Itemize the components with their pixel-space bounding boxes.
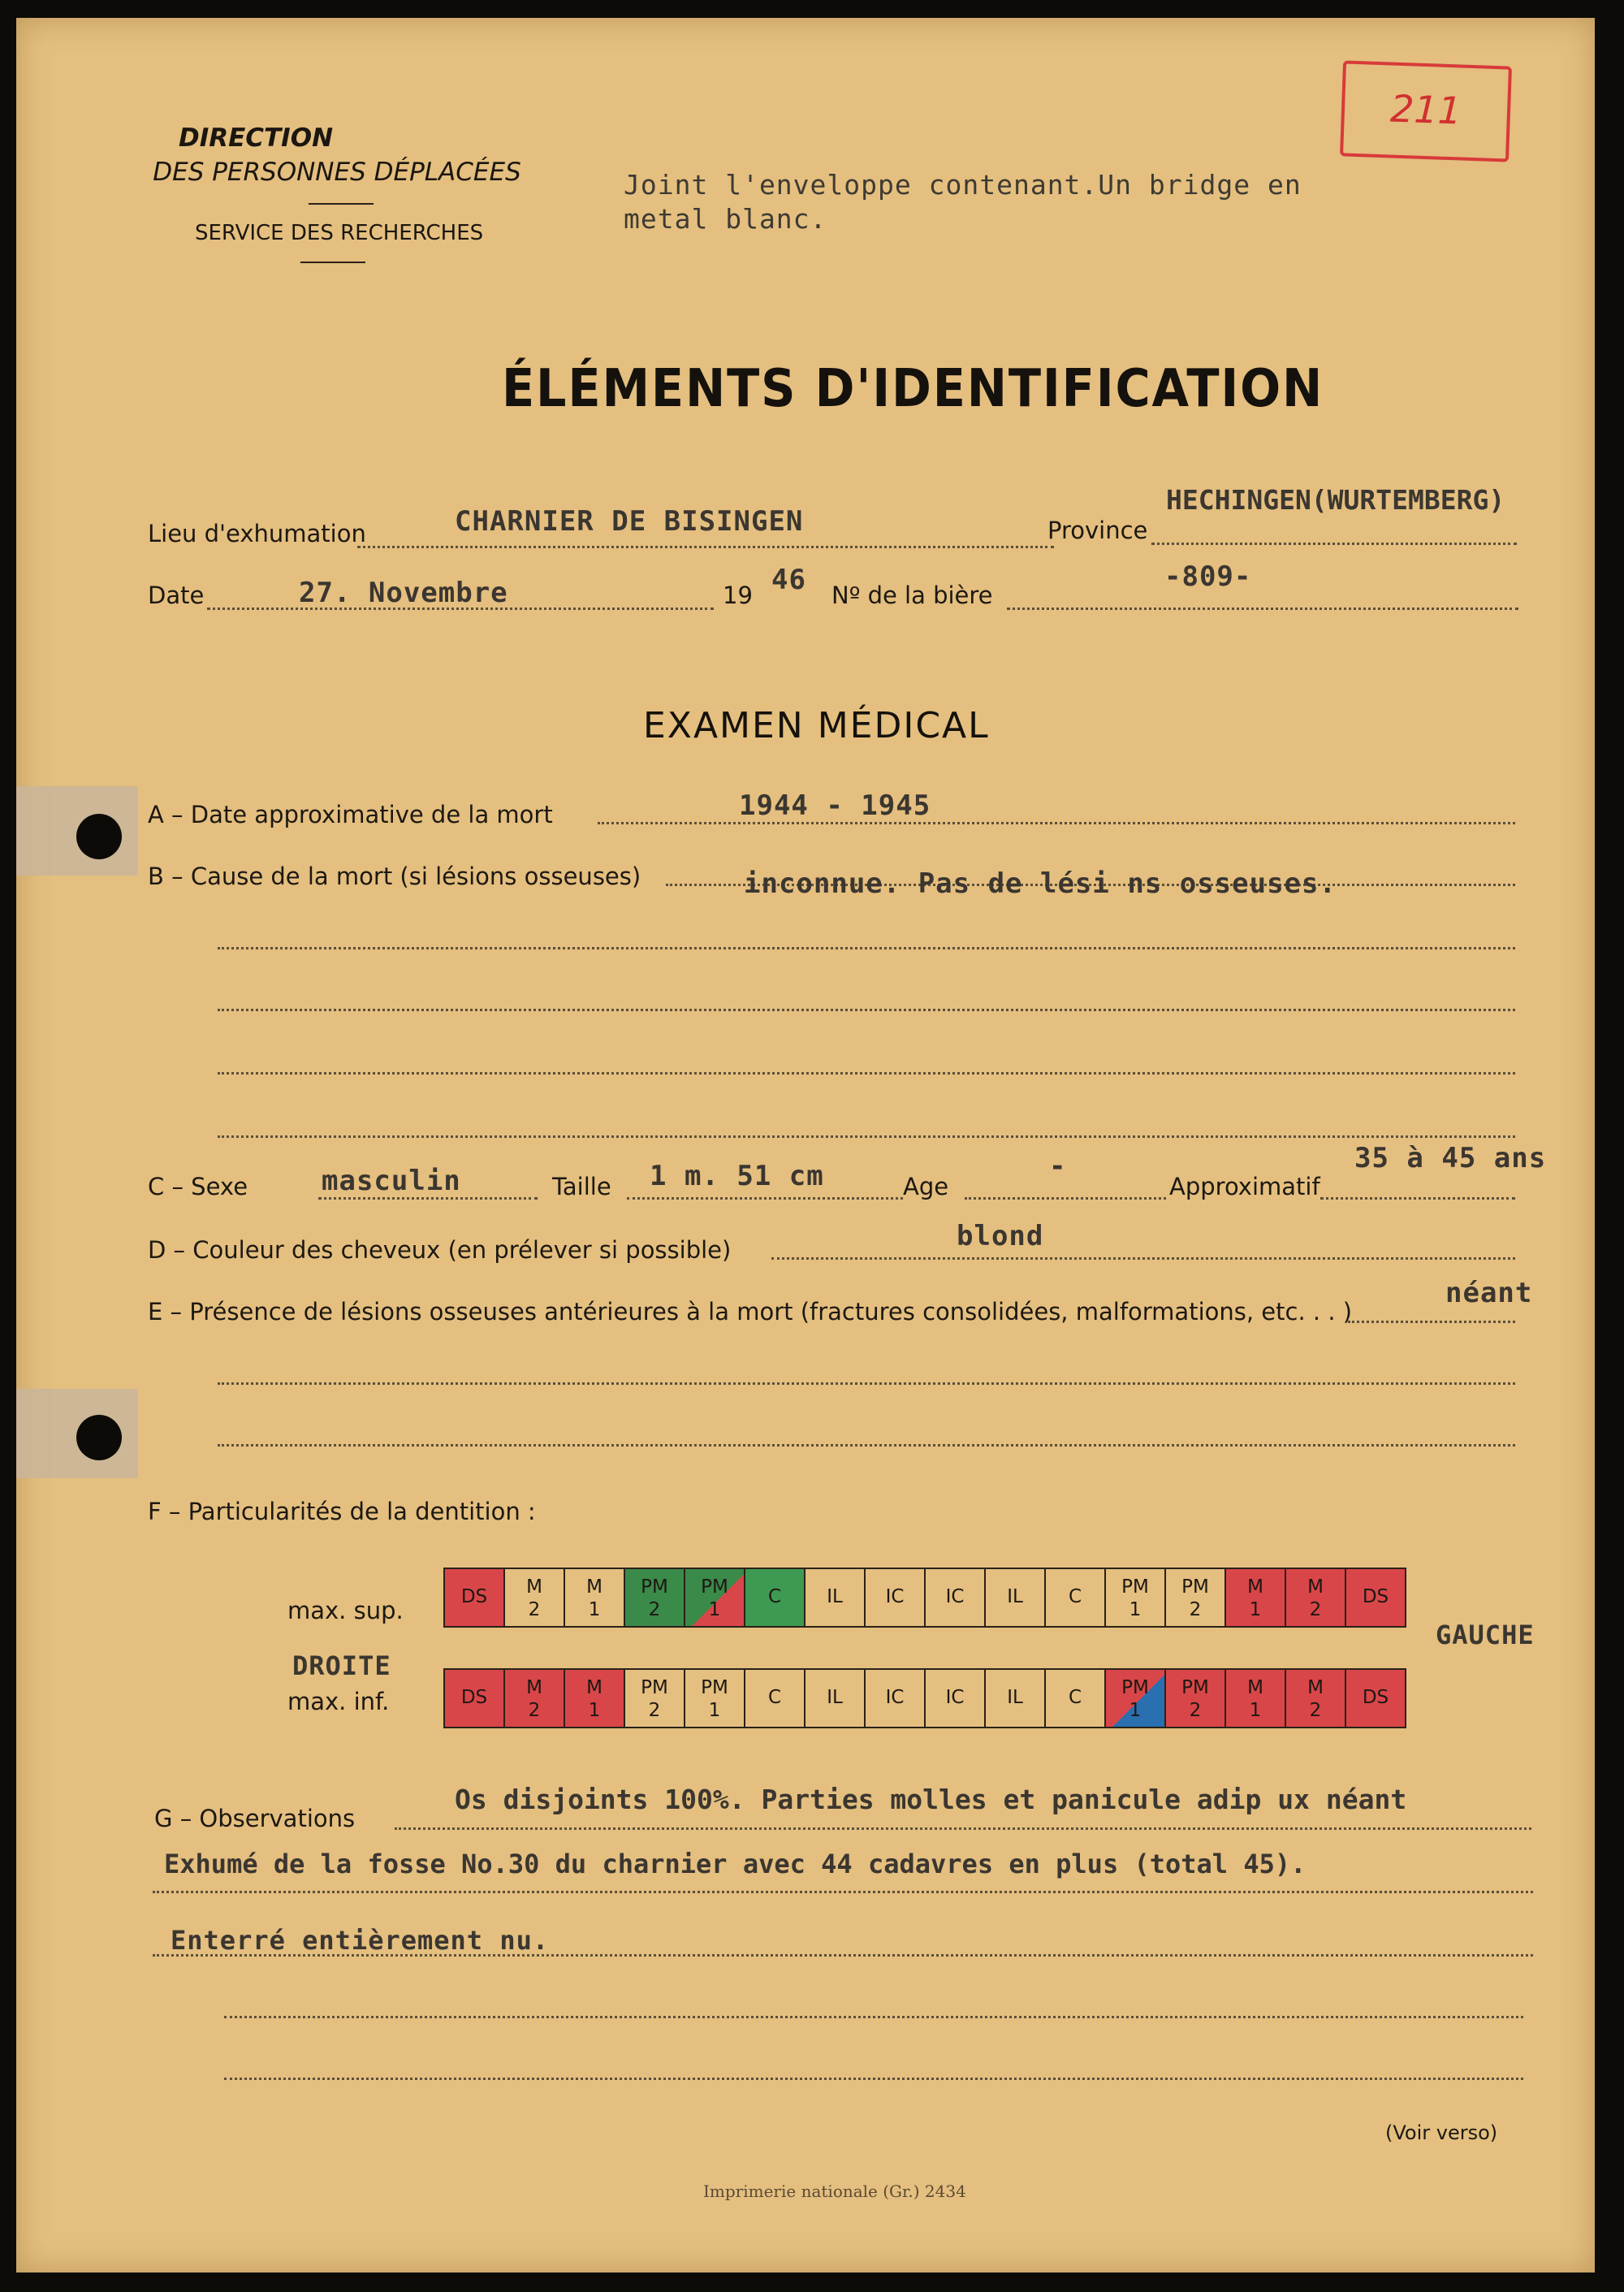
archive-number-stamp: 211 (1340, 60, 1512, 162)
tooth-label: M (1247, 1677, 1263, 1698)
age-value: - (1049, 1150, 1067, 1183)
tooth-label: IL (827, 1586, 843, 1607)
lieu-label: Lieu d'exhumation (148, 520, 366, 547)
org-line2: DES PERSONNES DÉPLACÉES (153, 158, 521, 187)
tooth-label: IC (885, 1586, 905, 1607)
punch-hole-bottom (76, 1415, 122, 1460)
tooth-label: PM (1181, 1576, 1209, 1598)
lieu-dotted-line (357, 546, 1054, 548)
b-extra-line-4 (218, 1135, 1515, 1138)
g-dotted-line-1 (395, 1827, 1531, 1830)
tooth-label: PM (701, 1677, 728, 1698)
punch-hole-top (76, 814, 122, 859)
upper-tooth-2 (503, 1568, 565, 1628)
lower-tooth-14 (1224, 1668, 1286, 1728)
tooth-number: 1 (708, 1700, 721, 1721)
max-sup-label: max. sup. (287, 1597, 404, 1624)
tooth-number: 2 (1309, 1599, 1322, 1620)
lower-tooth-3 (564, 1668, 625, 1728)
tooth-label: DS (460, 1586, 488, 1607)
lower-tooth-10 (984, 1668, 1046, 1728)
taille-dotted-line (627, 1197, 903, 1200)
lower-tooth-5 (684, 1668, 745, 1728)
upper-tooth-5 (684, 1568, 745, 1628)
org-line1: DIRECTION (178, 123, 334, 153)
approx-value: 35 à 45 ans (1354, 1142, 1547, 1174)
tooth-number: 1 (708, 1599, 721, 1620)
header-rule-1 (309, 203, 374, 205)
tooth-label: DS (1362, 1687, 1389, 1708)
tooth-label: IL (1007, 1687, 1023, 1708)
upper-tooth-15 (1285, 1568, 1346, 1628)
d-value: blond (957, 1220, 1044, 1252)
sexe-value: masculin (322, 1165, 461, 1197)
year-value: 46 (771, 564, 806, 596)
a-label: A – Date approximative de la mort (148, 801, 553, 828)
gauche-label: GAUCHE (1436, 1620, 1535, 1650)
province-value: HECHINGEN(WURTEMBERG) (1166, 484, 1505, 516)
tooth-number: 2 (528, 1599, 541, 1620)
tooth-number: 1 (1129, 1700, 1142, 1721)
province-dotted-line (1151, 543, 1517, 545)
upper-tooth-8 (864, 1568, 926, 1628)
age-label: Age (903, 1173, 949, 1200)
tooth-label: M (526, 1576, 542, 1598)
lower-tooth-6 (744, 1668, 806, 1728)
taille-label: Taille (552, 1173, 611, 1200)
e-value: néant (1445, 1277, 1533, 1309)
tooth-label: M (526, 1677, 542, 1698)
upper-tooth-10 (984, 1568, 1046, 1628)
upper-tooth-6 (744, 1568, 806, 1628)
tooth-label: C (767, 1687, 782, 1708)
e-extra-line-1 (218, 1382, 1515, 1385)
tooth-label: IC (945, 1687, 965, 1708)
tooth-label: PM (1121, 1677, 1149, 1698)
upper-tooth-13 (1164, 1568, 1226, 1628)
upper-tooth-12 (1104, 1568, 1166, 1628)
document-sheet (16, 18, 1595, 2273)
printer-imprint: Imprimerie nationale (Gr.) 2434 (703, 2182, 966, 2201)
tooth-label: M (586, 1677, 603, 1698)
tooth-number: 2 (648, 1599, 661, 1620)
tooth-number: 2 (1189, 1599, 1202, 1620)
g-dotted-line-4 (224, 2016, 1523, 2018)
tooth-label: IC (945, 1586, 965, 1607)
tooth-label: C (1068, 1687, 1082, 1708)
tooth-label: DS (460, 1687, 488, 1708)
biere-value: -809- (1164, 560, 1252, 593)
tooth-number: 1 (588, 1599, 601, 1620)
tooth-number: 2 (1309, 1700, 1322, 1721)
taille-value: 1 m. 51 cm (650, 1160, 824, 1192)
sexe-dotted-line (318, 1197, 538, 1200)
e-label: E – Présence de lésions osseuses antérieures à la mort (fractures consolidées, malformations, etc. . . ) (148, 1298, 1353, 1325)
lower-tooth-2 (503, 1668, 565, 1728)
d-label: D – Couleur des cheveux (en prélever si possible) (148, 1236, 732, 1264)
g-value-line1: Os disjoints 100%. Parties molles et panicule adip ux néant (455, 1784, 1407, 1815)
tooth-label: PM (701, 1576, 728, 1598)
approx-label: Approximatif (1169, 1173, 1320, 1200)
lower-tooth-7 (804, 1668, 866, 1728)
upper-tooth-3 (564, 1568, 625, 1628)
e-extra-line-2 (218, 1444, 1515, 1447)
upper-tooth-7 (804, 1568, 866, 1628)
b-extra-line-3 (218, 1072, 1515, 1075)
lieu-value: CHARNIER DE BISINGEN (455, 505, 804, 538)
tooth-label: C (767, 1586, 782, 1607)
a-value: 1944 - 1945 (739, 789, 931, 822)
tooth-label: C (1068, 1586, 1082, 1607)
lower-tooth-1 (443, 1668, 505, 1728)
date-label: Date (148, 582, 205, 609)
page-title: ÉLÉMENTS D'IDENTIFICATION (502, 359, 1324, 419)
tooth-label: M (1307, 1677, 1324, 1698)
tooth-number: 1 (1249, 1700, 1262, 1721)
b-extra-line-1 (218, 947, 1515, 949)
upper-tooth-1 (443, 1568, 505, 1628)
tooth-number: 1 (1129, 1599, 1142, 1620)
c-label: C – Sexe (148, 1173, 248, 1200)
date-value: 27. Novembre (299, 577, 508, 609)
tooth-number: 1 (1249, 1599, 1262, 1620)
tooth-number: 2 (648, 1700, 661, 1721)
tooth-number: 2 (1189, 1700, 1202, 1721)
lower-tooth-4 (624, 1668, 685, 1728)
lower-tooth-9 (924, 1668, 986, 1728)
typed-note-line2: metal blanc. (624, 203, 827, 235)
g-dotted-line-5 (224, 2078, 1523, 2080)
tooth-label: M (1307, 1576, 1324, 1598)
upper-tooth-16 (1345, 1568, 1406, 1628)
typed-note-line1: Joint l'enveloppe contenant.Un bridge en (624, 169, 1302, 201)
biere-label: Nº de la bière (831, 582, 993, 609)
b-value: inconnue. Pas de lési ns osseuses. (744, 867, 1337, 900)
tooth-label: IC (885, 1687, 905, 1708)
approx-dotted-line (1320, 1197, 1515, 1200)
tooth-number: 1 (588, 1700, 601, 1721)
header-rule-2 (300, 262, 365, 263)
b-extra-line-2 (218, 1009, 1515, 1011)
biere-dotted-line (1007, 608, 1518, 610)
upper-tooth-11 (1044, 1568, 1106, 1628)
d-dotted-line (771, 1257, 1515, 1260)
tooth-label: PM (641, 1576, 668, 1598)
tooth-label: PM (641, 1677, 668, 1698)
tooth-label: PM (1181, 1677, 1209, 1698)
tooth-label: PM (1121, 1576, 1149, 1598)
a-dotted-line (598, 822, 1515, 824)
upper-tooth-14 (1224, 1568, 1286, 1628)
b-label: B – Cause de la mort (si lésions osseuses) (148, 863, 641, 890)
g-value-line2: Exhumé de la fosse No.30 du charnier avec 44 cadavres en plus (total 45). (164, 1849, 1307, 1879)
g-label: G – Observations (154, 1805, 356, 1832)
e-dotted-line (1348, 1321, 1515, 1323)
upper-tooth-4 (624, 1568, 685, 1628)
lower-tooth-11 (1044, 1668, 1106, 1728)
province-label: Province (1047, 517, 1148, 544)
age-dotted-line (965, 1197, 1166, 1200)
tooth-label: DS (1362, 1586, 1389, 1607)
lower-tooth-12 (1104, 1668, 1166, 1728)
year-prefix: 19 (723, 582, 753, 609)
g-value-line3: Enterré entièrement nu. (171, 1925, 550, 1956)
f-label: F – Particularités de la dentition : (148, 1498, 536, 1525)
tooth-label: IL (827, 1687, 843, 1708)
tooth-label: IL (1007, 1586, 1023, 1607)
max-inf-label: max. inf. (287, 1688, 390, 1715)
tooth-label: M (586, 1576, 603, 1598)
voir-verso-note: (Voir verso) (1385, 2121, 1498, 2144)
lower-tooth-15 (1285, 1668, 1346, 1728)
section-title-examen: EXAMEN MÉDICAL (643, 705, 990, 746)
lower-tooth-8 (864, 1668, 926, 1728)
service-name: SERVICE DES RECHERCHES (195, 221, 484, 245)
droite-label: DROITE (292, 1650, 391, 1681)
tooth-number: 2 (528, 1700, 541, 1721)
g-dotted-line-2 (153, 1891, 1533, 1893)
upper-tooth-9 (924, 1568, 986, 1628)
lower-tooth-16 (1345, 1668, 1406, 1728)
tooth-label: M (1247, 1576, 1263, 1598)
lower-tooth-13 (1164, 1668, 1226, 1728)
